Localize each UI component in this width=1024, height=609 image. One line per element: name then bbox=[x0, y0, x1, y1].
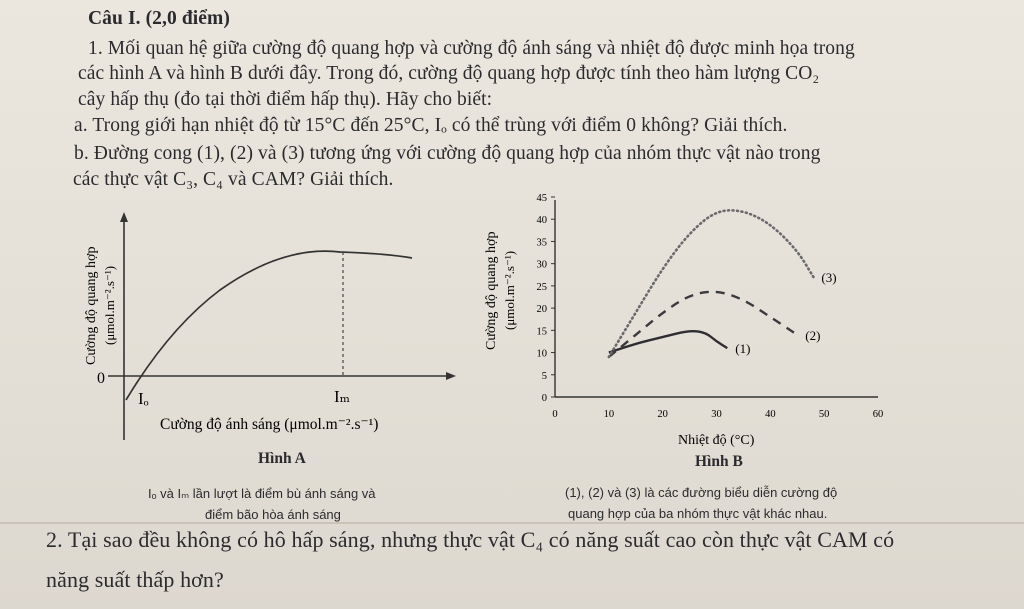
part2-line-2: năng suất thấp hơn? bbox=[46, 567, 224, 592]
part1-line-4: a. Trong giới hạn nhiệt độ từ 15°C đến 25°C, Iₒ có thể trùng với điểm 0 không? Giải thích. bbox=[74, 115, 788, 136]
series-label-3: (3) bbox=[821, 270, 837, 285]
figure-a-ylabel-2: (μmol.m⁻².s⁻¹) bbox=[102, 265, 117, 345]
y-tick-label: 45 bbox=[536, 193, 547, 204]
x-tick-label: 40 bbox=[765, 409, 776, 420]
figure-b-ylabel-1: Cường độ quang hợp bbox=[484, 231, 499, 350]
part2-line-1: 2. Tại sao đều không có hô hấp sáng, nhưng thực vật C₄ có năng suất cao còn thực vật CAM có bbox=[46, 527, 895, 552]
series-label-2: (2) bbox=[805, 327, 821, 343]
y-tick-label: 25 bbox=[536, 281, 547, 293]
x-tick-label: 20 bbox=[657, 409, 668, 420]
figure-a-caption-2: điểm bão hòa ánh sáng bbox=[205, 507, 341, 522]
y-tick-label: 0 bbox=[541, 393, 547, 404]
y-tick-label: 15 bbox=[536, 326, 547, 338]
x-tick-label: 0 bbox=[552, 409, 558, 420]
x-tick-label: 10 bbox=[603, 409, 615, 420]
figure-a-xlabel: Cường độ ánh sáng (μmol.m⁻².s⁻¹) bbox=[160, 416, 379, 433]
figure-a-ylabel-1: Cường độ quang hợp bbox=[84, 246, 99, 365]
y-tick-label: 10 bbox=[536, 348, 547, 360]
figure-b-title: Hình B bbox=[695, 453, 743, 470]
x-tick-label: 30 bbox=[711, 409, 722, 420]
part1-line-2: các hình A và hình B dưới đây. Trong đó, cường độ quang hợp được tính theo hàm lượng CO₂ bbox=[78, 63, 820, 84]
series-line-3 bbox=[609, 210, 814, 357]
y-tick-label: 20 bbox=[536, 304, 547, 316]
figure-a-caption-1: Iₒ và Iₘ lần lượt là điểm bù ánh sáng và bbox=[148, 486, 376, 501]
figure-a-io: Iₒ bbox=[138, 389, 149, 408]
figure-a-origin: 0 bbox=[97, 370, 105, 387]
y-tick-label: 30 bbox=[536, 259, 547, 271]
figure-b-ylabel-2: (μmol.m⁻².s⁻¹) bbox=[502, 250, 517, 330]
figure-a-im: Iₘ bbox=[334, 387, 351, 406]
series-line-2 bbox=[609, 292, 797, 357]
figure-b-caption-2: quang hợp của ba nhóm thực vật khác nhau. bbox=[568, 506, 828, 521]
part1-line-5: b. Đường cong (1), (2) và (3) tương ứng với cường độ quang hợp của nhóm thực vật nào trong bbox=[74, 143, 821, 164]
x-tick-label: 60 bbox=[872, 409, 884, 420]
part1-line-6: các thực vật C₃, C₄ và CAM? Giải thích. bbox=[73, 169, 394, 190]
y-tick-label: 35 bbox=[536, 237, 547, 249]
page-fold-line bbox=[0, 522, 1024, 524]
question-heading: Câu I. (2,0 điểm) bbox=[88, 8, 230, 29]
figure-a-title: Hình A bbox=[258, 450, 306, 467]
part1-line-1: 1. Mối quan hệ giữa cường độ quang hợp và cường độ ánh sáng và nhiệt độ được minh họa trong bbox=[88, 38, 855, 59]
x-tick-label: 50 bbox=[818, 409, 830, 420]
part1-line-3: cây hấp thụ (đo tại thời điểm hấp thụ). Hãy cho biết: bbox=[78, 89, 493, 110]
y-tick-label: 5 bbox=[541, 370, 547, 382]
figure-b-xlabel: Nhiệt độ (°C) bbox=[678, 433, 755, 448]
y-tick-label: 40 bbox=[536, 215, 547, 227]
figure-b-caption-1: (1), (2) và (3) là các đường biểu diễn cường độ bbox=[565, 485, 838, 500]
series-label-1: (1) bbox=[735, 341, 751, 357]
